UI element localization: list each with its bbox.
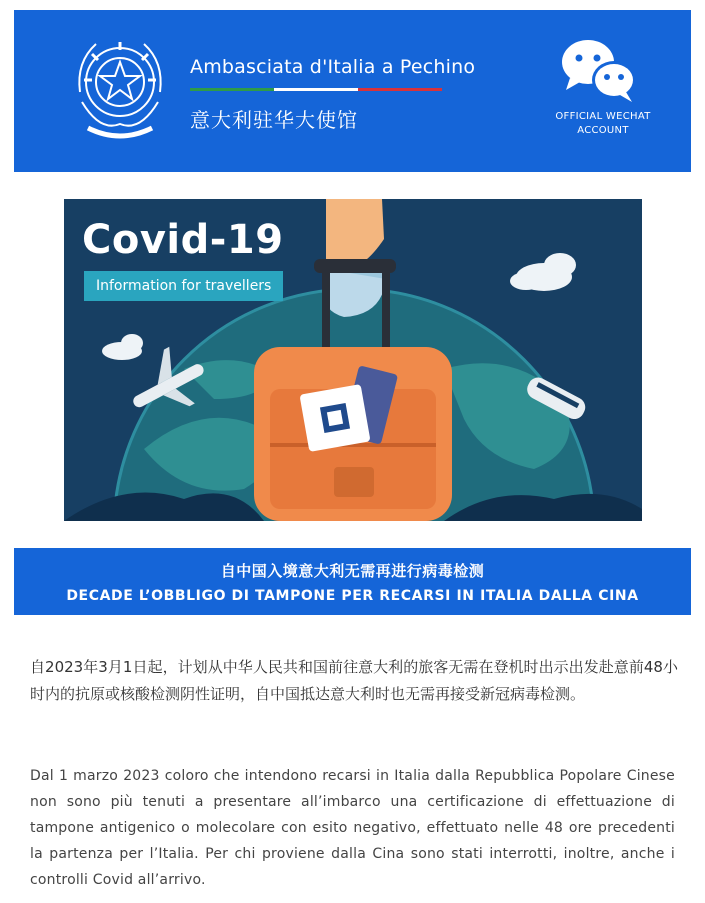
article-paragraph-chinese: 自2023年3月1日起，计划从中华人民共和国前往意大利的旅客无需在登机时出示出发赴意前48小时内的抗原或核酸检测阴性证明，自中国抵达意大利时也无需再接受新冠病毒检测。 bbox=[30, 658, 678, 703]
information-for-travellers-badge: Information for travellers bbox=[84, 271, 283, 301]
covid-19-title: Covid-19 bbox=[82, 217, 284, 263]
official-wechat-account-label bbox=[548, 110, 658, 138]
covid-travel-illustration bbox=[64, 199, 642, 521]
article-paragraph-italian: Dal 1 marzo 2023 coloro che intendono recarsi in Italia dalla Repubblica Popolare Cinese non sono più tenuti a presentare all’imbarco una certificazione di effettuazione di tampone antigenico o molecolare con esito negativo, effettuato nelle 48 ore precedenti la partenza per l’Italia. Per chi proviene dalla Cina sono stati interrotti, inoltre, anche i controlli Covid all’arrivo. bbox=[30, 768, 675, 888]
article-title-band bbox=[14, 548, 691, 615]
article-title-italian: DECADE L’OBBLIGO DI TAMPONE PER RECARSI IN ITALIA DALLA CINA bbox=[66, 588, 639, 604]
wechat-label-line2: ACCOUNT bbox=[577, 125, 629, 136]
italy-emblem-icon bbox=[70, 32, 170, 144]
embassy-name-chinese: 意大利驻华大使馆 bbox=[190, 108, 358, 132]
wechat-label-line1: OFFICIAL WECHAT bbox=[555, 111, 651, 122]
embassy-name-italian: Ambasciata d'Italia a Pechino bbox=[190, 56, 476, 78]
article-title-chinese: 自中国入境意大利无需再进行病毒检测 bbox=[220, 562, 485, 580]
embassy-header-banner bbox=[14, 10, 691, 172]
wechat-chat-bubbles-icon bbox=[558, 34, 638, 106]
italian-tricolor-line bbox=[190, 88, 442, 91]
qr-code-ticket-icon bbox=[299, 384, 370, 452]
